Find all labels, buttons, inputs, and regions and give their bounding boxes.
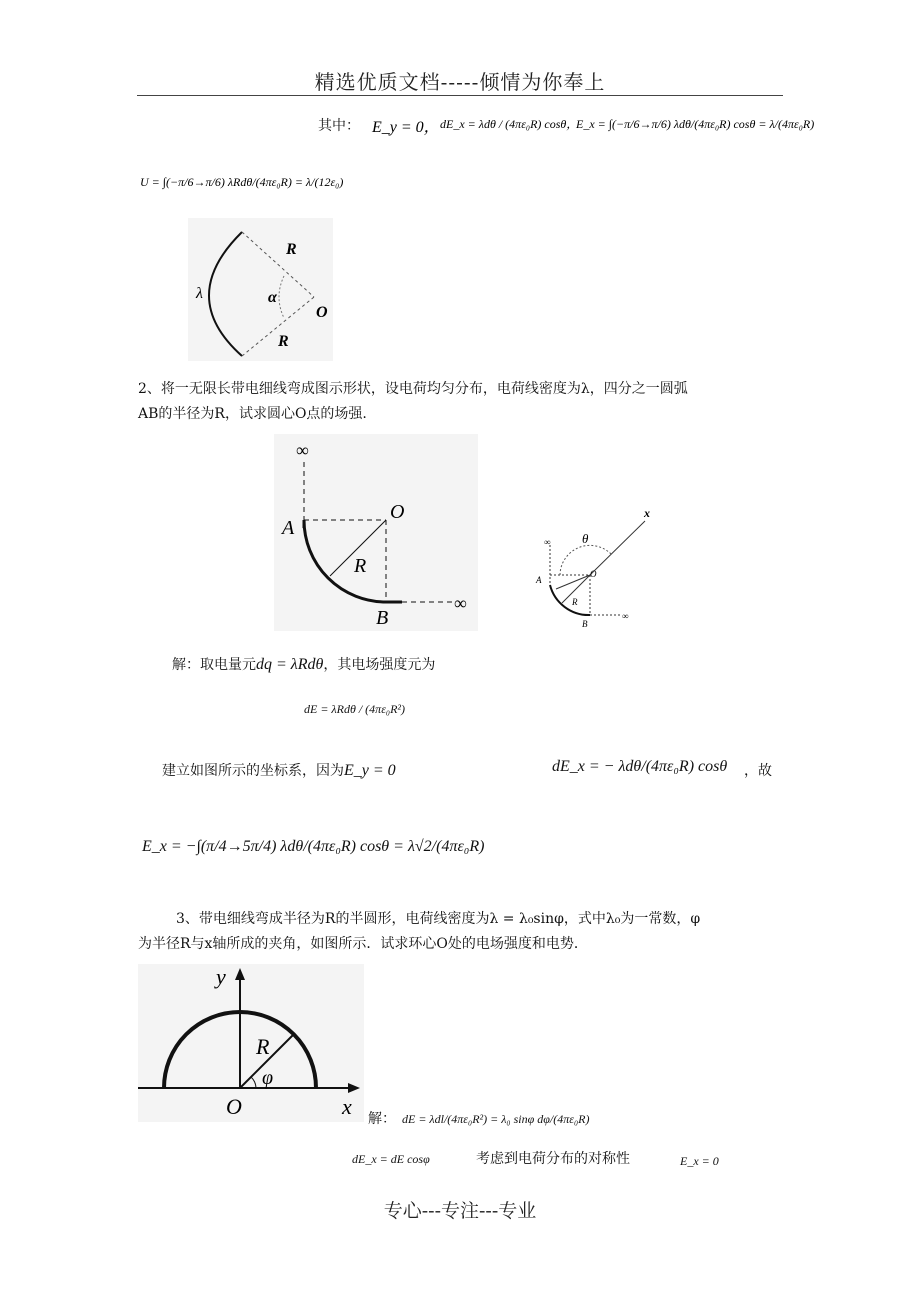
fig1-alpha: α <box>268 289 277 306</box>
figure-coordinate <box>530 503 670 633</box>
quarter-arc <box>550 585 590 615</box>
fig2a-R: R <box>354 555 367 577</box>
sol2-dq: dq = λRdθ <box>256 656 324 673</box>
problem2-line1: 2、将一无限长带电细线弯成图示形状，设电荷均匀分布，电荷线密度为λ，四分之一圆弧 <box>138 381 688 397</box>
sol1-u: U = ∫(−π/6→π/6) λRdθ/(4πε₀R) = λ/(12ε₀) <box>140 175 344 189</box>
theta-arc <box>560 545 612 575</box>
sol2-intro: 解：取电量元 <box>172 657 256 673</box>
fig1-lambda: λ <box>196 285 203 302</box>
sol1-dex: dE_x = λdθ / (4πε₀R) cosθ， <box>440 117 579 131</box>
sol2-gu: ，故 <box>744 763 772 779</box>
x-axis-line <box>590 521 645 575</box>
fig2b-theta: θ <box>582 531 589 546</box>
fig2b-inf-right: ∞ <box>622 611 629 621</box>
fig1-R-bottom: R <box>278 333 289 350</box>
figure-background <box>138 964 364 1122</box>
sol1-prefix: 其中： <box>318 118 360 134</box>
sol1-formulas <box>0 112 920 204</box>
problem3-line2: 为半径R与x轴所成的夹角，如图所示．试求环心O处的电场强度和电势． <box>138 936 588 952</box>
fig3-y: y <box>216 964 226 989</box>
fig1-O: O <box>316 304 328 321</box>
fig2a-inf-right: ∞ <box>454 593 467 613</box>
fig2b-x: x <box>644 506 650 520</box>
page-footer: 专心---专注---专业 <box>383 1200 537 1222</box>
problem2-line2: AB的半径为R，试求圆心O点的场强. <box>138 406 367 422</box>
sol2-dex: dE_x = − λdθ/(4πε₀R) cosθ <box>552 758 728 775</box>
dl-line <box>556 575 590 589</box>
fig2a-B: B <box>376 607 389 629</box>
sol3-de: dE = λdl/(4πε₀R²) = λ₀ sinφ dφ/(4πε₀R) <box>402 1112 590 1126</box>
sol3-dex: dE_x = dE cosφ <box>352 1152 430 1166</box>
sol3-symmetry: 考虑到电荷分布的对称性 <box>476 1151 630 1167</box>
figure-sector <box>188 218 333 361</box>
sol2-intro-line <box>172 652 435 678</box>
page-header: 精选优质文档-----倾情为你奉上 <box>314 70 606 94</box>
fig2b-inf-top: ∞ <box>544 537 551 547</box>
sol1-ex: E_x = ∫(−π/6→π/6) λdθ/(4πε₀R) cosθ = λ/(4πε₀R) <box>576 117 815 131</box>
fig3-x: x <box>342 1094 352 1119</box>
fig2b-R: R <box>572 597 578 607</box>
fig2a-O: O <box>390 501 405 523</box>
fig2b-A: A <box>536 575 542 585</box>
fig2a-inf-top: ∞ <box>296 440 309 460</box>
sol2-ey: E_y = 0 <box>344 762 396 779</box>
header-rule <box>137 95 783 96</box>
sol2-coord: 建立如图所示的坐标系，因为 <box>162 763 344 779</box>
fig2b-O: O <box>590 569 597 579</box>
sol1-ey: E_y = 0， <box>372 119 440 136</box>
sol2-coord-line <box>162 758 396 784</box>
problem3-line1: 3、带电细线弯成半径为R的半圆形，电荷线密度为λ = λ₀sinφ，式中λ₀为一常数，φ <box>176 911 701 927</box>
sol3-ex0: E_x = 0 <box>680 1154 719 1168</box>
sol3-jie: 解： <box>368 1111 396 1127</box>
fig1-R-top: R <box>286 241 297 258</box>
sol2-de: dE = λRdθ / (4πε₀R²) <box>304 702 406 716</box>
figure-semicircle <box>138 964 364 1122</box>
figure-quarter-arc <box>274 434 478 631</box>
fig2a-A: A <box>282 517 295 539</box>
fig3-phi: φ <box>262 1067 274 1089</box>
fig3-O: O <box>226 1094 242 1119</box>
sol2-ex: E_x = −∫(π/4→5π/4) λdθ/(4πε₀R) cosθ = λ√2/(4πε₀R) <box>142 838 485 855</box>
sol2-intro-end: ，其电场强度元为 <box>323 657 436 673</box>
fig2b-B: B <box>582 619 588 629</box>
fig3-R: R <box>256 1034 270 1059</box>
